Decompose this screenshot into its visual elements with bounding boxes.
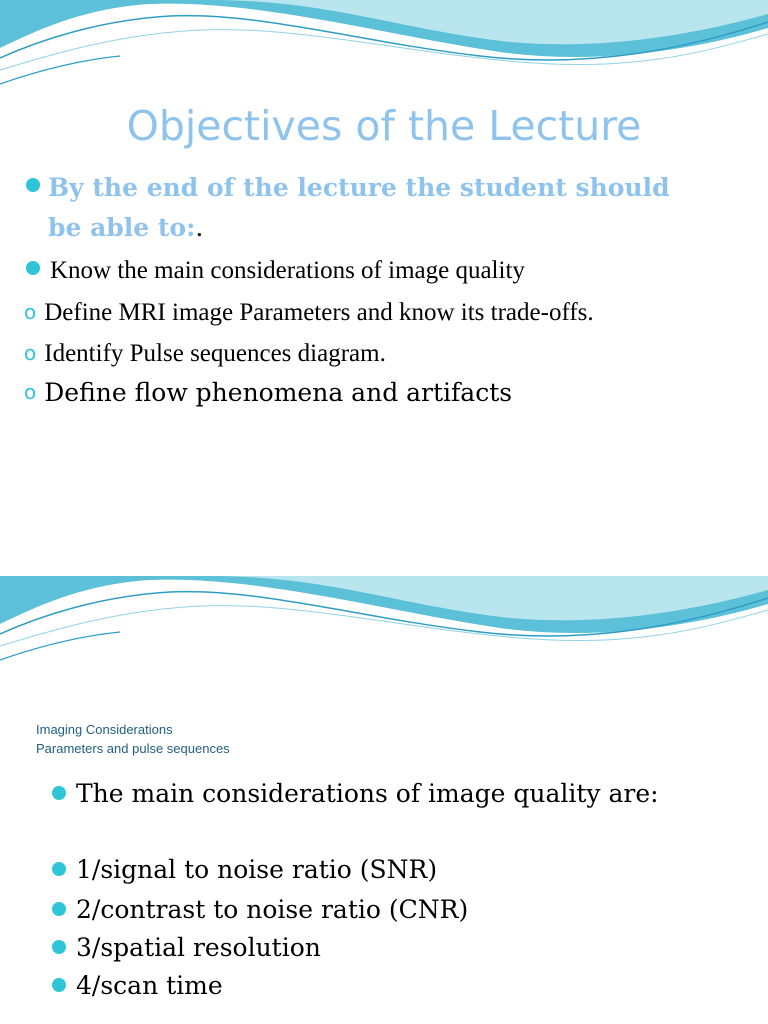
sub-item-1: [24, 298, 594, 328]
slide-heading-1: Imaging Considerations: [36, 722, 173, 737]
bullet-dot-icon: [52, 862, 66, 876]
lead-text: The main considerations of image quality are:: [76, 779, 659, 808]
header-wave-decoration: [0, 576, 768, 676]
circle-bullet-icon: o: [24, 300, 37, 324]
objective-item-1: [26, 256, 525, 286]
bullet-dot-icon: [52, 978, 66, 992]
consideration-item-2-text: 2/contrast to noise ratio (CNR): [76, 895, 469, 924]
sub-item-2: [24, 339, 386, 369]
sub-item-3: [24, 378, 512, 408]
slide-title: Objectives of the Lecture: [126, 102, 642, 150]
consideration-item-3: [52, 932, 321, 964]
consideration-item-2: [52, 894, 468, 926]
intro-line-2: be able to:: [48, 213, 196, 242]
slide-heading-2: Parameters and pulse sequences: [36, 741, 230, 756]
consideration-item-3-text: 3/spatial resolution: [76, 933, 321, 962]
consideration-item-1: [52, 854, 437, 886]
bullet-dot-icon: [26, 178, 40, 192]
circle-bullet-icon: o: [24, 380, 37, 404]
intro-bullet: [26, 168, 756, 248]
lead-bullet: [52, 778, 659, 810]
consideration-item-4: [52, 970, 223, 1002]
intro-suffix: .: [195, 213, 204, 242]
intro-text: [48, 168, 670, 248]
intro-line-1: By the end of the lecture the student should: [48, 173, 670, 202]
slide-gap: [0, 560, 768, 576]
bullet-dot-icon: [52, 786, 66, 800]
header-wave-decoration: [0, 0, 768, 100]
bullet-dot-icon: [26, 261, 40, 275]
objective-item-1-text: Know the main considerations of image quality: [50, 257, 525, 284]
bullet-dot-icon: [52, 940, 66, 954]
sub-item-1-text: Define MRI image Parameters and know its trade-offs.: [44, 299, 594, 326]
circle-bullet-icon: o: [24, 341, 37, 365]
consideration-item-1-text: 1/signal to noise ratio (SNR): [76, 855, 438, 884]
sub-item-3-text: Define flow phenomena and artifacts: [44, 378, 513, 407]
intro-line-2-wrap: [22, 208, 670, 248]
bullet-dot-icon: [52, 902, 66, 916]
consideration-item-4-text: 4/scan time: [76, 971, 223, 1000]
sub-item-2-text: Identify Pulse sequences diagram.: [44, 340, 386, 367]
slide-imaging-considerations: [0, 576, 768, 1024]
